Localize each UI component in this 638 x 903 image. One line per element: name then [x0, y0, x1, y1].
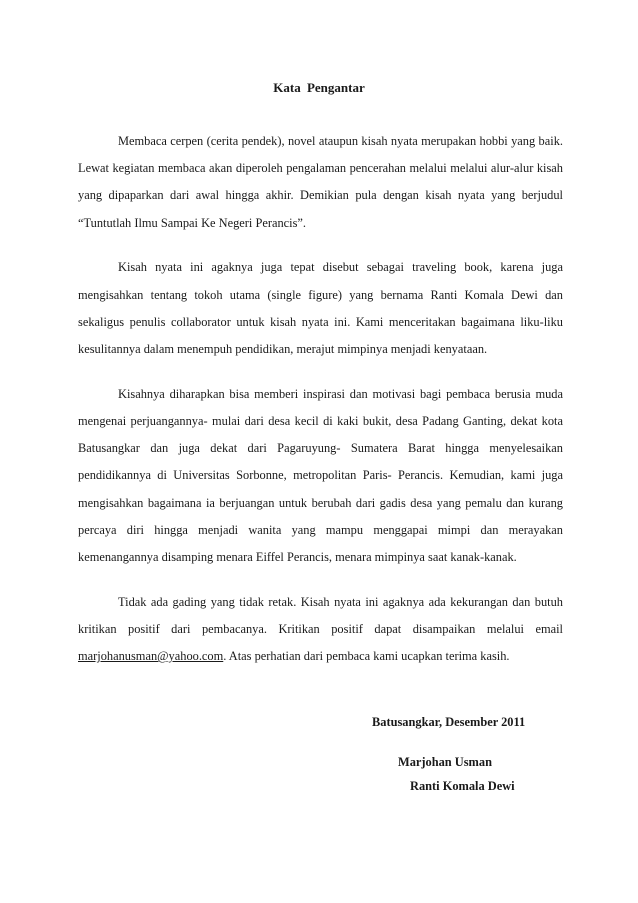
paragraph-intro: Membaca cerpen (cerita pendek), novel ataupun kisah nyata merupakan hobbi yang baik. Lewat kegiatan membaca akan diperoleh pengalaman pencerahan melalui melalui alur-alur kisah yang dipaparkan dari awal hingga akhir. Demikian pula dengan kisah nyata yang berjudul “Tuntutlah Ilmu Sampai Ke Negeri Perancis”. — [78, 134, 563, 230]
signature-author-1: Marjohan Usman — [398, 755, 492, 769]
paragraph-traveling-book: Kisah nyata ini agaknya juga tepat disebut sebagai traveling book, karena juga mengisahkan tentang tokoh utama (single figure) yang bernama Ranti Komala Dewi dan sekaligus penulis collaborator untuk kisah nyata ini. Kami menceritakan bagaimana liku-liku kesulitannya dalam menempuh pendidikan, merajut mimpinya menjadi kenyataan. — [78, 260, 563, 357]
paragraph-closing — [78, 589, 563, 671]
closing-text-after: . Atas perhatian dari pembaca kami ucapkan terima kasih. — [223, 649, 510, 664]
closing-text-before: Tidak ada gading yang tidak retak. Kisah nyata ini agaknya ada kekurangan dan butuh kritikan positif dari pembacanya. Kritikan positif dapat disampaikan melalui email — [78, 594, 563, 637]
paragraph-inspiration: Kisahnya diharapkan bisa memberi inspirasi dan motivasi bagi pembaca berusia muda mengenai perjuangannya- mulai dari desa kecil di kaki bukit, desa Padang Ganting, dekat kota Batusangkar dan juga dekat dari Pagaruyung- Sumatera Barat hingga menyelesaikan pendidikannya di Universitas Sorbonne, metropolitan Paris- Perancis. Kemudian, kami juga mengisahkan bagaimana ia berjuangan untuk berubah dari gadis desa yang pemalu dan kurang percaya diri hingga menjadi wanita yang mampu menggapai mimpi dan merayakan kemenangannya disamping menara Eiffel Perancis, menara mimpinya saat kanak-kanak. — [78, 386, 563, 565]
email-link[interactable]: marjohanusman@yahoo.com — [78, 649, 224, 664]
signature-author-2: Ranti Komala Dewi — [410, 779, 515, 793]
page-title: Kata Pengantar — [273, 80, 365, 95]
signature-place-date: Batusangkar, Desember 2011 — [372, 715, 526, 729]
document-body — [78, 128, 563, 688]
